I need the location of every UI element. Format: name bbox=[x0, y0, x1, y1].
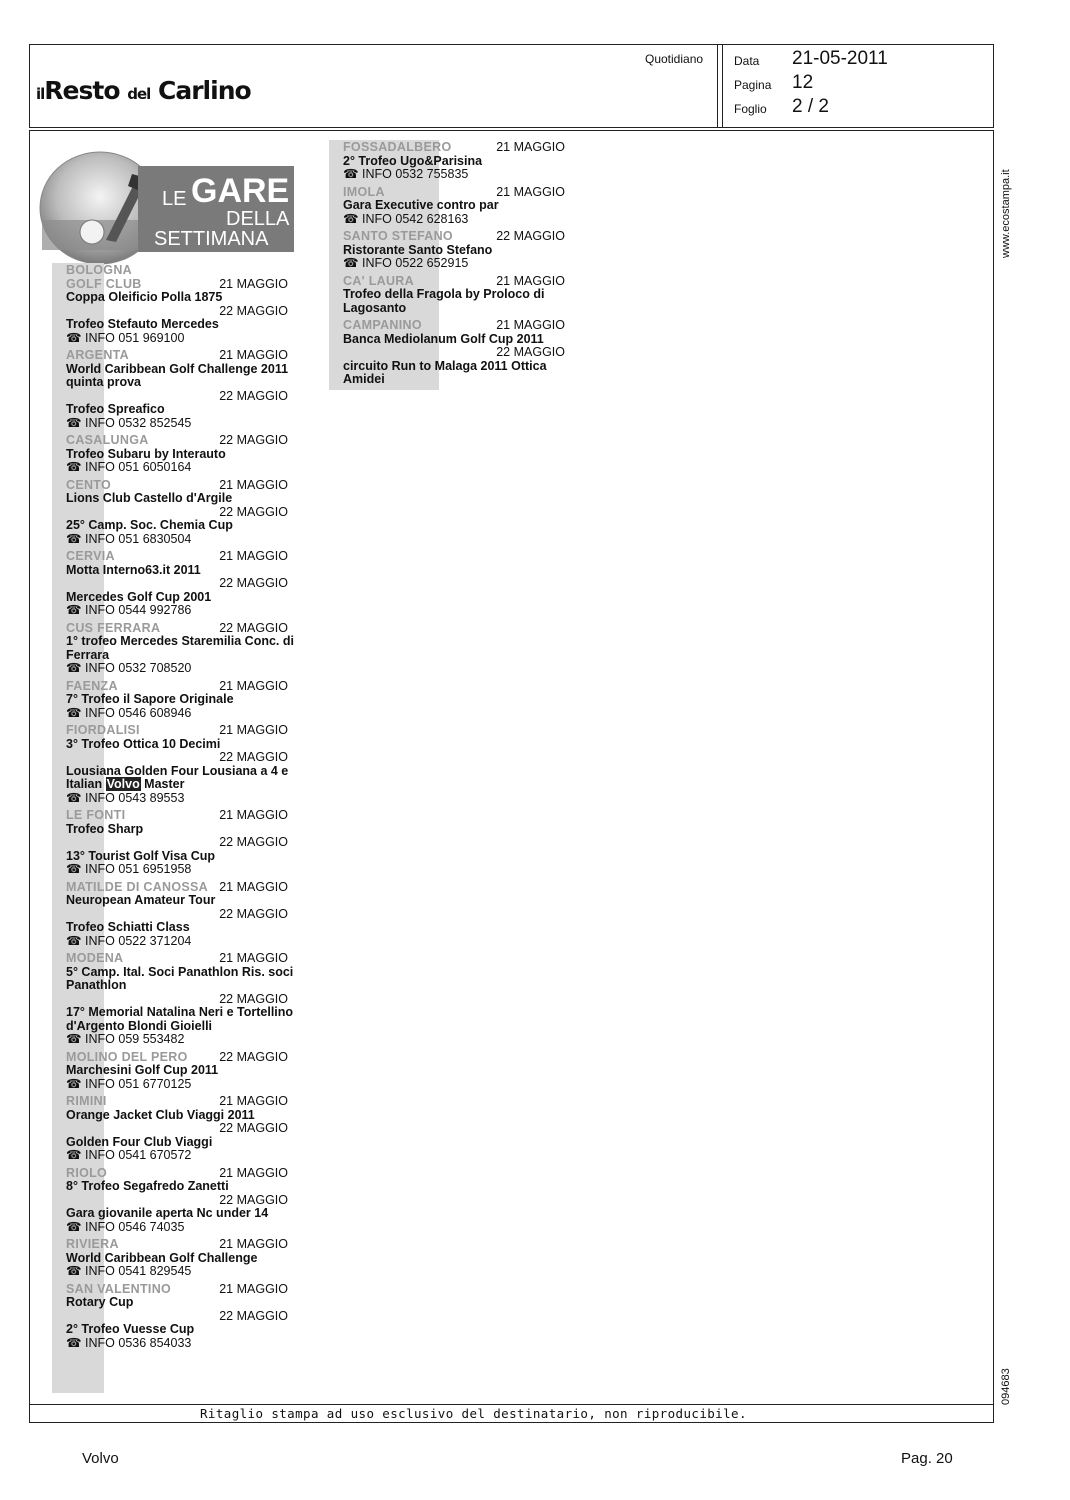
event-title: 13° Tourist Golf Visa Cup bbox=[66, 848, 216, 863]
event-row bbox=[66, 479, 288, 506]
event-row bbox=[66, 390, 288, 417]
venue-entry bbox=[66, 349, 288, 430]
event-row bbox=[66, 724, 288, 751]
event-title: 3° Trofeo Ottica 10 Decimi bbox=[66, 736, 221, 751]
event-title: Trofeo della Fragola by Proloco di Lagosanto bbox=[343, 287, 545, 315]
event-title: Gara giovanile aperta Nc under 14 bbox=[66, 1206, 269, 1220]
event-row bbox=[66, 1051, 288, 1078]
info-phone: ☎ INFO 051 6770125 bbox=[66, 1076, 192, 1091]
event-date: 21 MAGGIO bbox=[496, 318, 565, 332]
event-date: 22 MAGGIO bbox=[219, 433, 288, 447]
event-row bbox=[66, 809, 288, 836]
event-title: Motta Interno63.it 2011 bbox=[66, 562, 201, 577]
event-row bbox=[66, 349, 288, 390]
event-title: Rotary Cup bbox=[66, 1295, 134, 1309]
event-title: 17° Memorial Natalina Neri e Tortellino d'Argento Blondi Gioielli bbox=[66, 1005, 294, 1033]
venue-entry bbox=[66, 1283, 288, 1351]
venue-name: RIMINI bbox=[66, 1094, 107, 1108]
event-title-part: Master bbox=[140, 777, 185, 791]
header-divider bbox=[717, 45, 718, 127]
event-date: 22 MAGGIO bbox=[219, 906, 288, 921]
event-date: 22 MAGGIO bbox=[219, 991, 288, 1006]
venue-name: MOLINO DEL PERO bbox=[66, 1049, 188, 1064]
venue-entry bbox=[66, 434, 288, 475]
event-title: Trofeo Stefauto Mercedes bbox=[66, 317, 219, 331]
event-date: 21 MAGGIO bbox=[219, 549, 288, 563]
event-row bbox=[66, 305, 288, 332]
event-row bbox=[66, 680, 288, 707]
event-date: 22 MAGGIO bbox=[219, 1192, 288, 1207]
venue-name: CUS FERRARA bbox=[66, 620, 161, 635]
event-date: 21 MAGGIO bbox=[219, 678, 288, 693]
event-title: Mercedes Golf Cup 2001 bbox=[66, 589, 212, 604]
event-title: Lions Club Castello d'Argile bbox=[66, 491, 233, 505]
event-date: 21 MAGGIO bbox=[496, 184, 565, 199]
venue-name: GOLF CLUB bbox=[66, 276, 142, 291]
info-phone: ☎ INFO 0532 852545 bbox=[66, 415, 192, 430]
venue-entry bbox=[66, 951, 294, 1047]
event-date: 22 MAGGIO bbox=[219, 303, 288, 318]
info-phone: ☎ INFO 0532 755835 bbox=[343, 167, 469, 181]
venue-name: BOLOGNA bbox=[66, 263, 132, 277]
right-column bbox=[343, 141, 565, 391]
venue-name: SAN VALENTINO bbox=[66, 1281, 172, 1296]
venue-entry bbox=[66, 264, 288, 278]
venue-name: LE FONTI bbox=[66, 808, 126, 822]
venue-entry bbox=[343, 141, 565, 182]
info-phone: ☎ INFO 0536 854033 bbox=[66, 1335, 192, 1350]
info-phone: ☎ INFO 0546 74035 bbox=[66, 1219, 185, 1234]
event-row bbox=[66, 908, 288, 935]
info-phone: ☎ INFO 0542 628163 bbox=[343, 211, 469, 226]
event-date: 22 MAGGIO bbox=[219, 1049, 288, 1064]
event-title: Trofeo Subaru by Interauto bbox=[66, 446, 226, 461]
info-phone: ☎ INFO 059 553482 bbox=[66, 1032, 185, 1046]
event-date: 22 MAGGIO bbox=[219, 1308, 288, 1323]
event-date: 21 MAGGIO bbox=[496, 140, 565, 154]
event-date: 21 MAGGIO bbox=[219, 348, 288, 362]
info-phone: ☎ INFO 051 6951958 bbox=[66, 862, 192, 876]
event-date: 22 MAGGIO bbox=[219, 504, 288, 519]
title-settimana: SETTIMANA bbox=[154, 228, 269, 250]
event-row bbox=[66, 1167, 288, 1194]
venue-name: RIOLO bbox=[66, 1165, 108, 1180]
event-date: 21 MAGGIO bbox=[219, 1094, 288, 1108]
event-title: circuito Run to Malaga 2011 Ottica Amidei bbox=[343, 358, 547, 386]
event-row bbox=[343, 346, 565, 387]
event-date: 21 MAGGIO bbox=[219, 723, 288, 737]
event-title: Trofeo Sharp bbox=[66, 821, 144, 836]
left-column bbox=[66, 263, 294, 1354]
event-row bbox=[343, 141, 565, 168]
info-phone: ☎ INFO 0543 89553 bbox=[66, 790, 185, 805]
spacer bbox=[343, 387, 565, 391]
info-phone: ☎ INFO 0522 371204 bbox=[66, 933, 192, 948]
side-code: 094683 bbox=[1000, 1368, 1012, 1405]
event-title: Trofeo Schiatti Class bbox=[66, 920, 190, 934]
event-row bbox=[66, 278, 288, 305]
event-date: 22 MAGGIO bbox=[219, 750, 288, 764]
event-date: 21 MAGGIO bbox=[496, 273, 565, 288]
event-date: 21 MAGGIO bbox=[219, 1281, 288, 1296]
event-date: 21 MAGGIO bbox=[219, 1237, 288, 1251]
data-value: 21-05-2011 bbox=[792, 48, 888, 69]
event-row bbox=[66, 1122, 288, 1149]
event-date: 21 MAGGIO bbox=[219, 477, 288, 492]
venue-name: FAENZA bbox=[66, 678, 118, 693]
publication-type: Quotidiano bbox=[645, 52, 704, 66]
venue-entry bbox=[66, 1051, 288, 1092]
venue-name: MATILDE DI CANOSSA bbox=[66, 879, 208, 894]
event-row bbox=[343, 230, 565, 257]
event-row bbox=[66, 881, 288, 908]
footer-divider bbox=[30, 1404, 993, 1405]
event-title: Orange Jacket Club Viaggi 2011 bbox=[66, 1107, 255, 1122]
event-title: Banca Mediolanum Golf Cup 2011 bbox=[343, 331, 544, 346]
event-row bbox=[66, 1194, 288, 1221]
venue-entry bbox=[66, 809, 288, 877]
keyword-label: Volvo bbox=[82, 1450, 119, 1467]
event-title: 25° Camp. Soc. Chemia Cup bbox=[66, 518, 233, 532]
event-row bbox=[343, 186, 565, 213]
header-divider bbox=[722, 45, 723, 127]
event-row bbox=[66, 506, 288, 533]
event-date: 22 MAGGIO bbox=[496, 229, 565, 243]
info-phone: ☎ INFO 0532 708520 bbox=[66, 661, 192, 675]
data-label: Data bbox=[734, 54, 760, 68]
info-phone: ☎ INFO 0544 992786 bbox=[66, 603, 192, 617]
event-row bbox=[343, 275, 565, 316]
event-title: Coppa Oleificio Polla 1875 bbox=[66, 290, 223, 304]
title-della: DELLA bbox=[226, 208, 290, 230]
event-row bbox=[66, 620, 294, 663]
venue-name: CA' LAURA bbox=[343, 273, 414, 288]
venue-entry bbox=[66, 479, 288, 547]
event-title: 2° Trofeo Vuesse Cup bbox=[66, 1322, 195, 1336]
info-phone: ☎ INFO 051 6050164 bbox=[66, 460, 192, 474]
venue-entry bbox=[66, 550, 288, 618]
venue-entry bbox=[66, 278, 288, 346]
title-block bbox=[36, 150, 294, 268]
title-gare: GARE bbox=[191, 172, 290, 210]
info-phone: ☎ INFO 0522 652915 bbox=[343, 256, 469, 270]
event-title: 8° Trofeo Segafredo Zanetti bbox=[66, 1179, 229, 1193]
venue-name: FIORDALISI bbox=[66, 723, 140, 737]
event-row bbox=[66, 991, 294, 1034]
event-date: 21 MAGGIO bbox=[219, 1165, 288, 1180]
venue-name: SANTO STEFANO bbox=[343, 229, 453, 243]
venue-name: CASALUNGA bbox=[66, 433, 149, 447]
event-date: 22 MAGGIO bbox=[496, 345, 565, 359]
info-phone: ☎ INFO 0546 608946 bbox=[66, 705, 192, 720]
event-date: 22 MAGGIO bbox=[219, 388, 288, 403]
spacer bbox=[66, 1350, 288, 1354]
venue-name: RIVIERA bbox=[66, 1237, 119, 1251]
event-date: 21 MAGGIO bbox=[219, 879, 288, 894]
venue-entry bbox=[66, 1095, 288, 1163]
event-date: 21 MAGGIO bbox=[219, 951, 288, 965]
foglio-value: 2 / 2 bbox=[792, 96, 829, 117]
title-le: LE bbox=[162, 188, 187, 210]
event-row bbox=[66, 1095, 288, 1122]
event-date: 21 MAGGIO bbox=[219, 808, 288, 822]
event-title: World Caribbean Golf Challenge bbox=[66, 1250, 258, 1265]
venue-entry bbox=[343, 230, 565, 271]
event-title: 1° trofeo Mercedes Staremilia Conc. di Ferrara bbox=[66, 634, 294, 662]
venue-entry bbox=[66, 680, 288, 721]
page-number: Pag. 20 bbox=[901, 1450, 953, 1467]
info-phone: ☎ INFO 051 969100 bbox=[66, 330, 185, 345]
event-row bbox=[66, 751, 288, 792]
event-date: 22 MAGGIO bbox=[219, 620, 288, 635]
venue-entry bbox=[66, 881, 288, 949]
event-row bbox=[66, 434, 288, 461]
event-row bbox=[66, 550, 288, 577]
venue-entry bbox=[343, 275, 565, 316]
event-title bbox=[66, 765, 296, 792]
event-row bbox=[66, 577, 288, 604]
event-row bbox=[66, 1238, 288, 1265]
info-phone: ☎ INFO 0541 670572 bbox=[66, 1148, 192, 1162]
info-phone: ☎ INFO 051 6830504 bbox=[66, 531, 192, 546]
foglio-label: Foglio bbox=[734, 102, 767, 116]
event-date: 22 MAGGIO bbox=[219, 1121, 288, 1135]
event-row bbox=[66, 836, 288, 863]
venue-name: CERVIA bbox=[66, 549, 115, 563]
venue-name: CENTO bbox=[66, 477, 112, 492]
venue-name: MODENA bbox=[66, 951, 124, 965]
event-title: 7° Trofeo il Sapore Originale bbox=[66, 692, 234, 706]
event-title: 5° Camp. Ital. Soci Panathlon Ris. soci Panathlon bbox=[66, 964, 294, 992]
event-title: 2° Trofeo Ugo&Parisina bbox=[343, 153, 483, 168]
pagina-label: Pagina bbox=[734, 78, 772, 92]
event-row bbox=[66, 1283, 288, 1310]
newspaper-logo: ilResto del Carlino bbox=[36, 76, 251, 105]
venue-entry bbox=[66, 1238, 288, 1279]
clipping-notice: Ritaglio stampa ad uso esclusivo del destinatario, non riproducibile. bbox=[200, 1406, 747, 1421]
event-title: World Caribbean Golf Challenge 2011 quinta prova bbox=[66, 361, 289, 389]
highlight-keyword: Volvo bbox=[106, 777, 140, 791]
event-title: Neuropean Amateur Tour bbox=[66, 893, 216, 907]
venue-entry bbox=[66, 620, 294, 676]
event-date: 21 MAGGIO bbox=[219, 276, 288, 291]
event-row bbox=[66, 1310, 288, 1337]
event-title: Gara Executive contro par bbox=[343, 198, 499, 212]
info-phone: ☎ INFO 0541 829545 bbox=[66, 1264, 192, 1278]
venue-name: FOSSADALBERO bbox=[343, 140, 452, 154]
venue-entry bbox=[343, 186, 565, 227]
venue-entry bbox=[66, 1167, 288, 1235]
event-title: Trofeo Spreafico bbox=[66, 402, 165, 416]
venue-entry bbox=[343, 319, 565, 387]
event-title: Marchesini Golf Cup 2011 bbox=[66, 1063, 219, 1077]
event-row bbox=[66, 951, 294, 993]
event-title-part: Lousiana Golden Four Lousiana a 4 e Italian bbox=[66, 763, 289, 791]
event-date: 22 MAGGIO bbox=[219, 576, 288, 590]
side-url: www.ecostampa.it bbox=[1000, 169, 1012, 258]
event-date: 22 MAGGIO bbox=[219, 835, 288, 849]
venue-name: IMOLA bbox=[343, 184, 385, 199]
venue-name: CAMPANINO bbox=[343, 318, 422, 332]
event-title: Golden Four Club Viaggi bbox=[66, 1134, 213, 1149]
venue-name: ARGENTA bbox=[66, 348, 129, 362]
event-row bbox=[343, 319, 565, 346]
pagina-value: 12 bbox=[792, 72, 814, 93]
venue-entry bbox=[66, 724, 288, 805]
event-title: Ristorante Santo Stefano bbox=[343, 242, 493, 257]
